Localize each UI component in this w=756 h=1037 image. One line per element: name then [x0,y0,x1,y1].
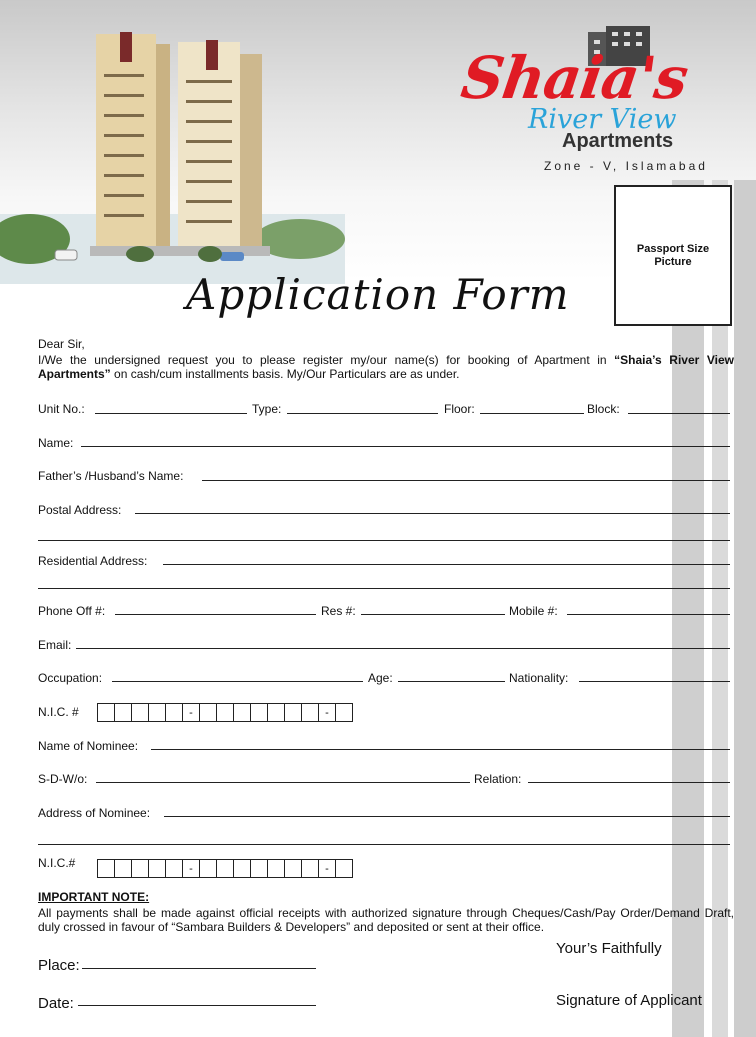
nic-digit-box[interactable] [285,859,302,878]
postal-address-field-line2[interactable] [38,540,730,541]
nic-digit-box[interactable] [115,859,132,878]
nic-digit-box[interactable] [200,703,217,722]
nic-digit-box[interactable] [132,703,149,722]
nic-digit-box[interactable] [336,859,353,878]
nic-digit-box[interactable] [132,859,149,878]
logo-name: Shaia's [457,44,692,112]
nic-digit-box[interactable] [234,703,251,722]
nic-digit-box[interactable] [268,703,285,722]
nic2-boxes[interactable] [97,859,353,878]
signature-label: Signature of Applicant [556,992,702,1009]
father-husband-field[interactable] [202,480,730,481]
age-label: Age: [368,671,393,685]
nic-boxes[interactable] [97,703,353,722]
nic-separator[interactable]: - [183,703,200,722]
passport-label-line2: Picture [654,255,692,268]
place-label: Place: [38,957,80,974]
nic-digit-box[interactable] [98,859,115,878]
nic-digit-box[interactable] [268,859,285,878]
date-field[interactable] [78,1005,316,1006]
logo-zone: Zone - V, Islamabad [544,159,708,173]
nic-digit-box[interactable] [302,859,319,878]
nic-separator[interactable]: - [319,859,336,878]
salutation: Dear Sir, [38,337,85,351]
residential-address-label: Residential Address: [38,554,148,568]
passport-photo-box[interactable] [614,185,732,326]
email-field[interactable] [76,648,730,649]
logo-subtitle: Apartments [562,130,674,152]
nic-digit-box[interactable] [166,859,183,878]
logo-tagline: River View [528,104,677,135]
floor-field[interactable] [480,413,584,414]
important-note-heading: IMPORTANT NOTE: [38,890,150,904]
nominee-address-field-line2[interactable] [38,844,730,845]
project-name: “Shaia’s River View Apartments” [38,353,734,381]
nominee-address-label: Address of Nominee: [38,806,151,820]
unit-no-field[interactable] [95,413,247,414]
occupation-field[interactable] [112,681,363,682]
unit-no-label: Unit No.: [38,402,85,416]
nic2-label: N.I.C.# [38,856,76,870]
place-field[interactable] [82,968,316,969]
nic-digit-box[interactable] [285,703,302,722]
nic-separator[interactable]: - [319,703,336,722]
passport-label-line1: Passport Size [636,242,710,255]
floor-label: Floor: [444,402,475,416]
nationality-label: Nationality: [509,671,569,685]
res-label: Res #: [321,604,356,618]
nic-digit-box[interactable] [251,703,268,722]
block-label: Block: [587,402,620,416]
nic-digit-box[interactable] [234,859,251,878]
residential-address-field[interactable] [163,564,730,565]
email-label: Email: [38,638,72,652]
important-note-text: All payments shall be made against official receipts with authorized signature through Cheques/Cash/Pay Order/Demand Draft, duly crossed in favour of “Sambara Builders & Developers” and deposited or sent at their office. [38,906,734,934]
postal-address-label: Postal Address: [38,503,122,517]
nic-digit-box[interactable] [302,703,319,722]
nic-label: N.I.C. # [38,705,79,719]
residential-address-field-line2[interactable] [38,588,730,589]
phone-off-label: Phone Off #: [38,604,106,618]
father-husband-label: Father’s /Husband’s Name: [38,469,184,483]
relation-label: Relation: [474,772,522,786]
apartment-buildings-illustration [0,14,350,284]
nic-separator[interactable]: - [183,859,200,878]
nominee-name-label: Name of Nominee: [38,739,139,753]
decor-stripe [734,180,756,1037]
intro-text-b: on cash/cum installments basis. My/Our Particulars are as under. [110,367,460,381]
nic-digit-box[interactable] [98,703,115,722]
type-field[interactable] [287,413,438,414]
nic-digit-box[interactable] [115,703,132,722]
intro-text-a: I/We the undersigned request you to please register my/our name(s) for booking of Apartment in [38,353,615,367]
mobile-label: Mobile #: [509,604,558,618]
postal-address-field[interactable] [135,513,730,514]
nic-digit-box[interactable] [251,859,268,878]
nominee-address-field[interactable] [164,816,730,817]
phone-off-field[interactable] [115,614,316,615]
name-label: Name: [38,436,74,450]
mobile-field[interactable] [567,614,730,615]
sdw-field[interactable] [96,782,470,783]
nic-digit-box[interactable] [149,859,166,878]
relation-field[interactable] [528,782,730,783]
block-field[interactable] [628,413,730,414]
type-label: Type: [252,402,282,416]
nic-digit-box[interactable] [217,859,234,878]
nic-digit-box[interactable] [149,703,166,722]
form-title: Application Form [186,270,570,319]
name-field[interactable] [81,446,730,447]
nationality-field[interactable] [579,681,730,682]
date-label: Date: [38,995,74,1012]
intro-paragraph [38,353,734,381]
occupation-label: Occupation: [38,671,103,685]
nic-digit-box[interactable] [200,859,217,878]
nic-digit-box[interactable] [217,703,234,722]
res-field[interactable] [361,614,505,615]
nic-digit-box[interactable] [166,703,183,722]
nic-digit-box[interactable] [336,703,353,722]
nominee-name-field[interactable] [151,749,730,750]
age-field[interactable] [398,681,505,682]
sdw-label: S-D-W/o: [38,772,88,786]
yours-faithfully: Your’s Faithfully [556,940,662,957]
